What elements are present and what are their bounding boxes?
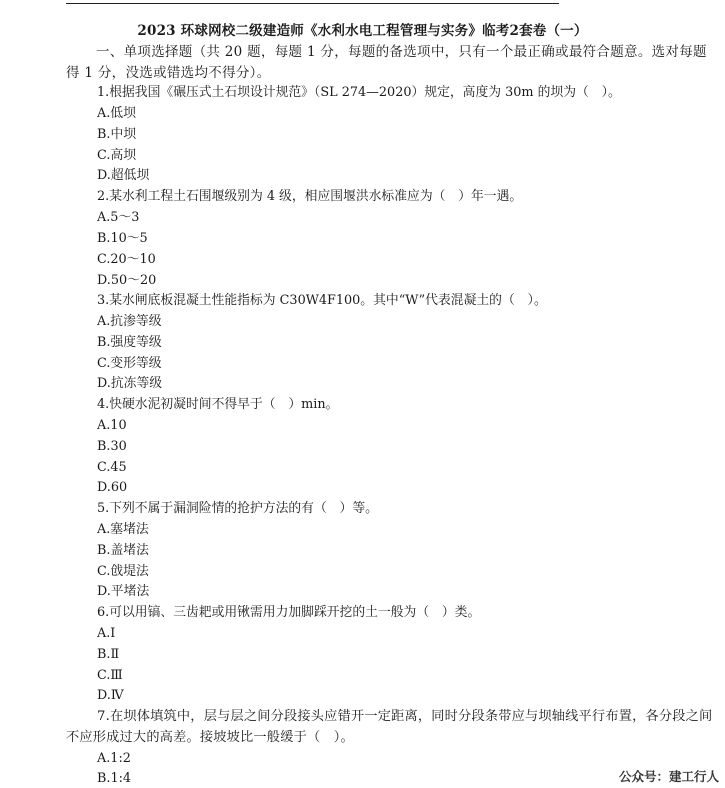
question-6-option-d: D.Ⅳ — [97, 688, 124, 703]
question-5-stem: 5.下列不属于漏洞险情的抢护方法的有（ ）等。 — [97, 501, 378, 516]
question-3-option-c: C.变形等级 — [97, 356, 162, 371]
question-7-stem: 7.在坝体填筑中，层与层之间分段接头应错开一定距离，同时分段条带应与坝轴线平行布置，各分段之间不应形成过大的高差。接坡坡比一般缓于（ ）。 — [66, 709, 713, 745]
question-1-option-b: B.中坝 — [97, 127, 137, 142]
question-4-option-d: D.60 — [97, 480, 128, 495]
section-heading: 一、单项选择题（共 20 题，每题 1 分，每题的备选项中，只有一个最正确或最符合题意。选对每题得 1 分，没选或错选均不得分）。 — [66, 44, 707, 81]
watermark-text: 公众号：建工行人 — [618, 769, 719, 784]
question-4-option-a: A.10 — [97, 418, 127, 433]
question-5-option-a: A.塞堵法 — [97, 522, 149, 537]
question-1-option-a: A.低坝 — [97, 106, 136, 121]
question-7-option-a: A.1:2 — [97, 751, 131, 766]
question-3-option-b: B.强度等级 — [97, 335, 162, 350]
question-3-option-a: A.抗渗等级 — [97, 314, 162, 329]
page-title: 2023 环球网校二级建造师《水利水电工程管理与实务》临考2套卷（一） — [137, 23, 588, 39]
question-4-stem: 4.快硬水泥初凝时间不得早于（ ）min。 — [97, 397, 339, 412]
question-6-option-c: C.Ⅲ — [97, 668, 123, 683]
question-6-stem: 6.可以用镐、三齿耙或用锹需用力加脚踩开挖的土一般为（ ）类。 — [97, 605, 481, 620]
question-2-option-d: D.50～20 — [97, 273, 157, 288]
question-1-stem: 1.根据我国《碾压式土石坝设计规范》（SL 274—2020）规定，高度为 30m 的坝为（ ）。 — [97, 85, 621, 100]
question-4-option-c: C.45 — [97, 460, 127, 475]
question-6-option-a: A.Ⅰ — [97, 626, 116, 641]
question-2-stem: 2.某水利工程土石围堰级别为 4 级，相应围堰洪水标准应为（ ）年一遇。 — [97, 189, 523, 204]
question-1-option-c: C.高坝 — [97, 148, 136, 163]
question-2-option-a: A.5～3 — [97, 210, 140, 225]
question-2-option-b: B.10～5 — [97, 231, 148, 246]
question-5-option-c: C.戗堤法 — [97, 564, 149, 579]
question-5-option-b: B.盖堵法 — [97, 543, 149, 558]
top-rule — [66, 3, 559, 4]
question-2-option-c: C.20～10 — [97, 252, 156, 267]
question-3-stem: 3.某水闸底板混凝土性能指标为 C30W4F100。其中“W”代表混凝土的（ ）。 — [97, 293, 547, 308]
question-3-option-d: D.抗冻等级 — [97, 376, 163, 391]
question-5-option-d: D.平堵法 — [97, 584, 150, 599]
question-1-option-d: D.超低坝 — [97, 168, 150, 183]
question-4-option-b: B.30 — [97, 439, 127, 454]
question-6-option-b: B.Ⅱ — [97, 647, 120, 662]
question-7-option-b: B.1:4 — [97, 771, 132, 786]
